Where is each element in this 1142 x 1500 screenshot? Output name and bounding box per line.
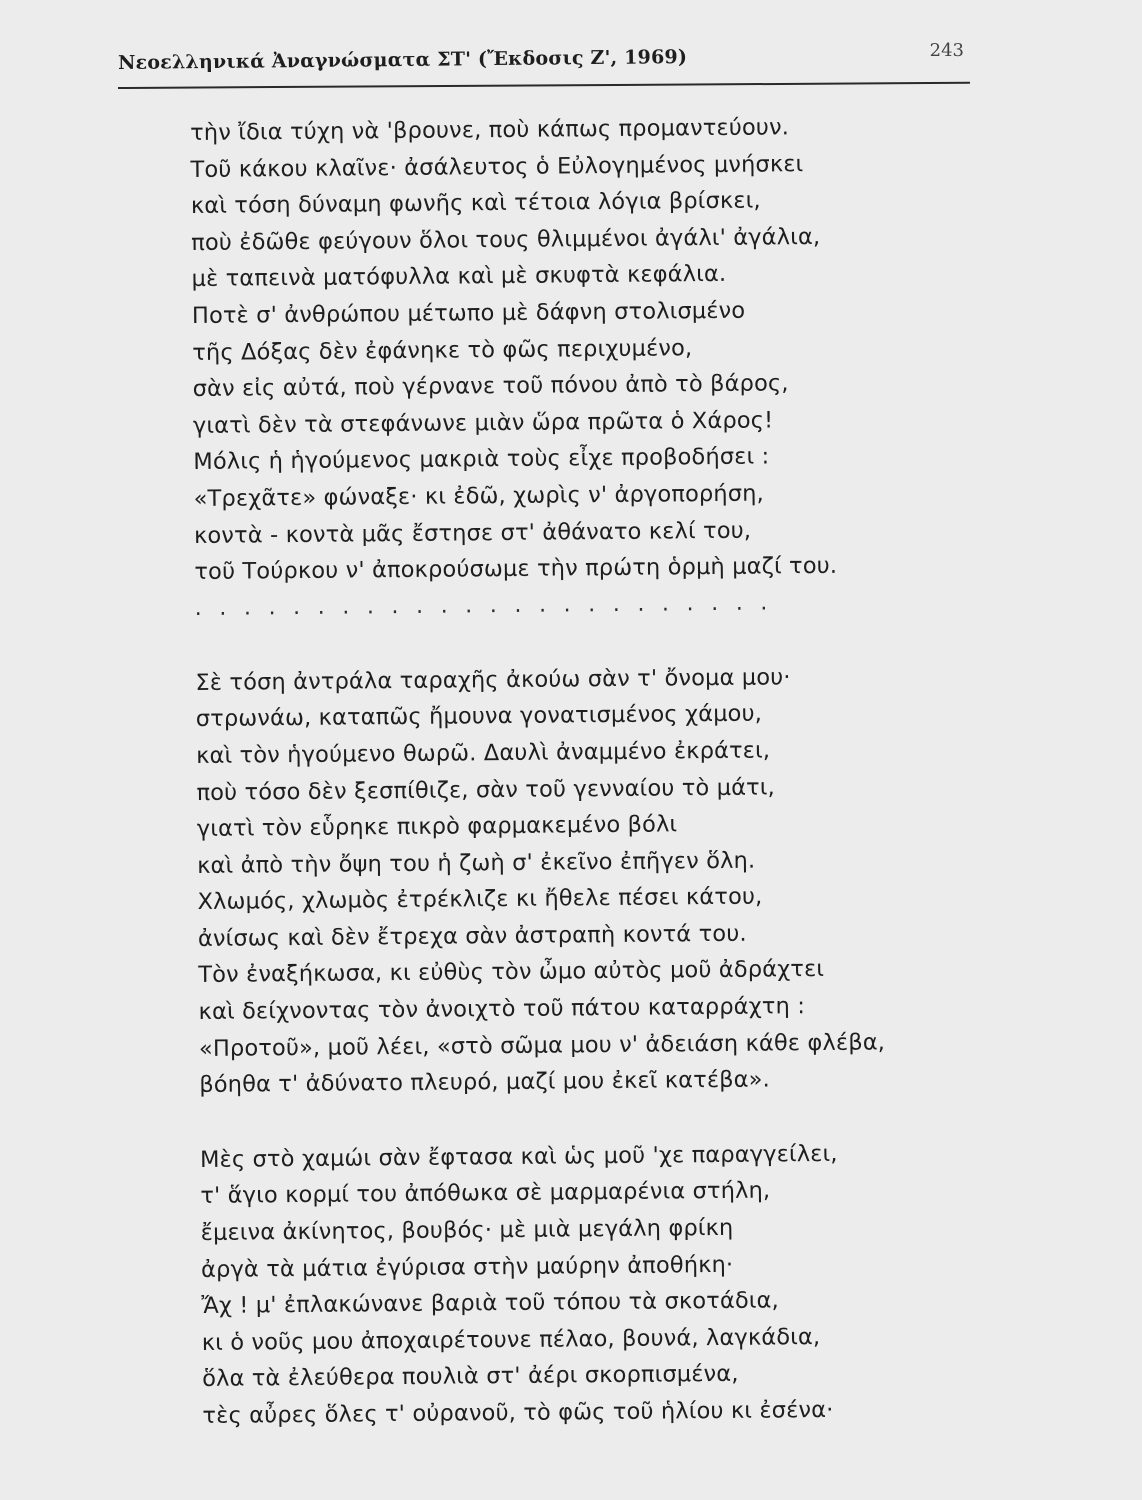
- verse-line: Ἄχ ! μ' ἐπλακώνανε βαριὰ τοῦ τόπου τὰ σκοτάδια,: [201, 1287, 780, 1320]
- verse-line: μὲ ταπεινὰ ματόφυλλα καὶ μὲ σκυφτὰ κεφάλια.: [191, 261, 727, 293]
- verse-line: Χλωμός, χλωμὸς ἐτρέκλιζε κι ἤθελε πέσει κάτου,: [197, 883, 763, 916]
- page-number: 243: [929, 40, 964, 61]
- page-header: [118, 40, 970, 84]
- poem-body: [190, 108, 963, 1435]
- verse-line: «Προτοῦ», μοῦ λέει, «στὸ σῶμα μου ν' ἀδειάση κάθε φλέβα,: [198, 1029, 886, 1062]
- ellipsis-separator: ........................: [194, 590, 786, 621]
- verse-line: κι ὁ νοῦς μου ἀποχαιρέτουνε πέλαο, βουνά, λαγκάδια,: [201, 1323, 821, 1356]
- stanza-3: [200, 1135, 963, 1435]
- verse-line: ὅλα τὰ ἐλεύθερα πουλιὰ στ' ἀέρι σκορπισμένα,: [202, 1361, 739, 1393]
- verse-line: καὶ τόση δύναμη φωνῆς καὶ τέτοια λόγια βρίσκει,: [190, 187, 761, 220]
- verse-line: ἀνίσως καὶ δὲν ἔτρεχα σὰν ἀστραπὴ κοντά του.: [197, 920, 747, 952]
- verse-line: τοῦ Τούρκου ν' ἀποκρούσωμε τὴν πρώτη ὁρμὴ μαζί του.: [194, 552, 838, 586]
- verse-line: στρωνάω, καταπῶς ἤμουνα γονατισμένος χάμου,: [195, 700, 763, 733]
- verse-line: Τὸν ἐναξήκωσα, κι εὐθὺς τὸν ὦμο αὐτὸς μοῦ ἀδράχτει: [198, 956, 825, 989]
- running-title: Νεοελληνικά Ἀναγνώσματα ΣΤ' (Ἔκδοσις Ζ', 1969): [117, 46, 688, 74]
- verse-line: «Τρεχᾶτε» φώναξε· κι ἐδῶ, χωρὶς ν' ἀργοπορήση,: [193, 480, 765, 512]
- verse-line: Ποτὲ σ' ἀνθρώπου μέτωπο μὲ δάφνη στολισμένο: [191, 297, 746, 329]
- verse-line: Τοῦ κάκου κλαῖνε· ἀσάλευτος ὁ Εὐλογημένος μνήσκει: [190, 150, 804, 183]
- verse-line: καὶ τὸν ἡγούμενο θωρῶ. Δαυλὶ ἀναμμένο ἐκράτει,: [196, 737, 771, 769]
- verse-line: γιατὶ τὸν εὗρηκε πικρὸ φαρμακεμένο βόλι: [196, 811, 678, 843]
- verse-line: τὲς αὖρες ὅλες τ' οὐρανοῦ, τὸ φῶς τοῦ ἡλίου κι ἐσένα·: [202, 1396, 834, 1429]
- verse-line: ἔμεινα ἀκίνητος, βουβός· μὲ μιὰ μεγάλη φρίκη: [200, 1214, 734, 1246]
- verse-line: Μόλις ἡ ἡγούμενος μακριὰ τοὺς εἶχε προβοδήσει :: [193, 443, 770, 476]
- header-rule: [118, 82, 970, 89]
- stanza-1: [190, 108, 955, 591]
- verse-line: Σὲ τόση ἀντράλα ταραχῆς ἀκούω σὰν τ' ὄνομα μου·: [195, 663, 791, 696]
- verse-line: ποὺ ἐδῶθε φεύγουν ὅλοι τους θλιμμένοι ἀγάλι' ἀγάλια,: [191, 223, 821, 256]
- verse-line: γιατὶ δὲν τὰ στεφάνωνε μιὰν ὥρα πρῶτα ὁ Χάρος!: [192, 407, 774, 439]
- verse-line: ἀργὰ τὰ μάτια ἐγύρισα στὴν μαύρην ἀποθήκη·: [200, 1251, 734, 1283]
- verse-line: κοντὰ - κοντὰ μᾶς ἔστησε στ' ἀθάνατο κελί του,: [193, 517, 752, 549]
- verse-line: ποὺ τόσο δὲν ξεσπίθιζε, σὰν τοῦ γενναίου τὸ μάτι,: [196, 773, 776, 806]
- verse-line: τῆς Δόξας δὲν ἐφάνηκε τὸ φῶς περιχυμένο,: [192, 334, 693, 366]
- verse-line: βόηθα τ' ἀδύνατο πλευρό, μαζί μου ἐκεῖ κατέβα».: [199, 1066, 771, 1099]
- verse-line: τὴν ἴδια τύχη νὰ 'βρουνε, ποὺ κάπως προμαντεύουν.: [190, 114, 790, 146]
- verse-line: σὰν εἰς αὐτά, ποὺ γέρνανε τοῦ πόνου ἀπὸ τὸ βάρος,: [192, 370, 789, 403]
- verse-line: καὶ δείχνοντας τὸν ἀνοιχτὸ τοῦ πάτου καταρράχτη :: [198, 993, 806, 1026]
- verse-line: καὶ ἀπὸ τὴν ὄψη του ἡ ζωὴ σ' ἐκεῖνο ἐπῆγεν ὅλη.: [197, 847, 756, 879]
- verse-line: τ' ἅγιο κορμί του ἀπόθωκα σὲ μαρμαρένια στήλη,: [200, 1177, 771, 1210]
- verse-line: Μὲς στὸ χαμώι σὰν ἔφτασα καὶ ὡς μοῦ 'χε παραγγείλει,: [199, 1140, 838, 1173]
- stanza-2: [195, 657, 959, 1103]
